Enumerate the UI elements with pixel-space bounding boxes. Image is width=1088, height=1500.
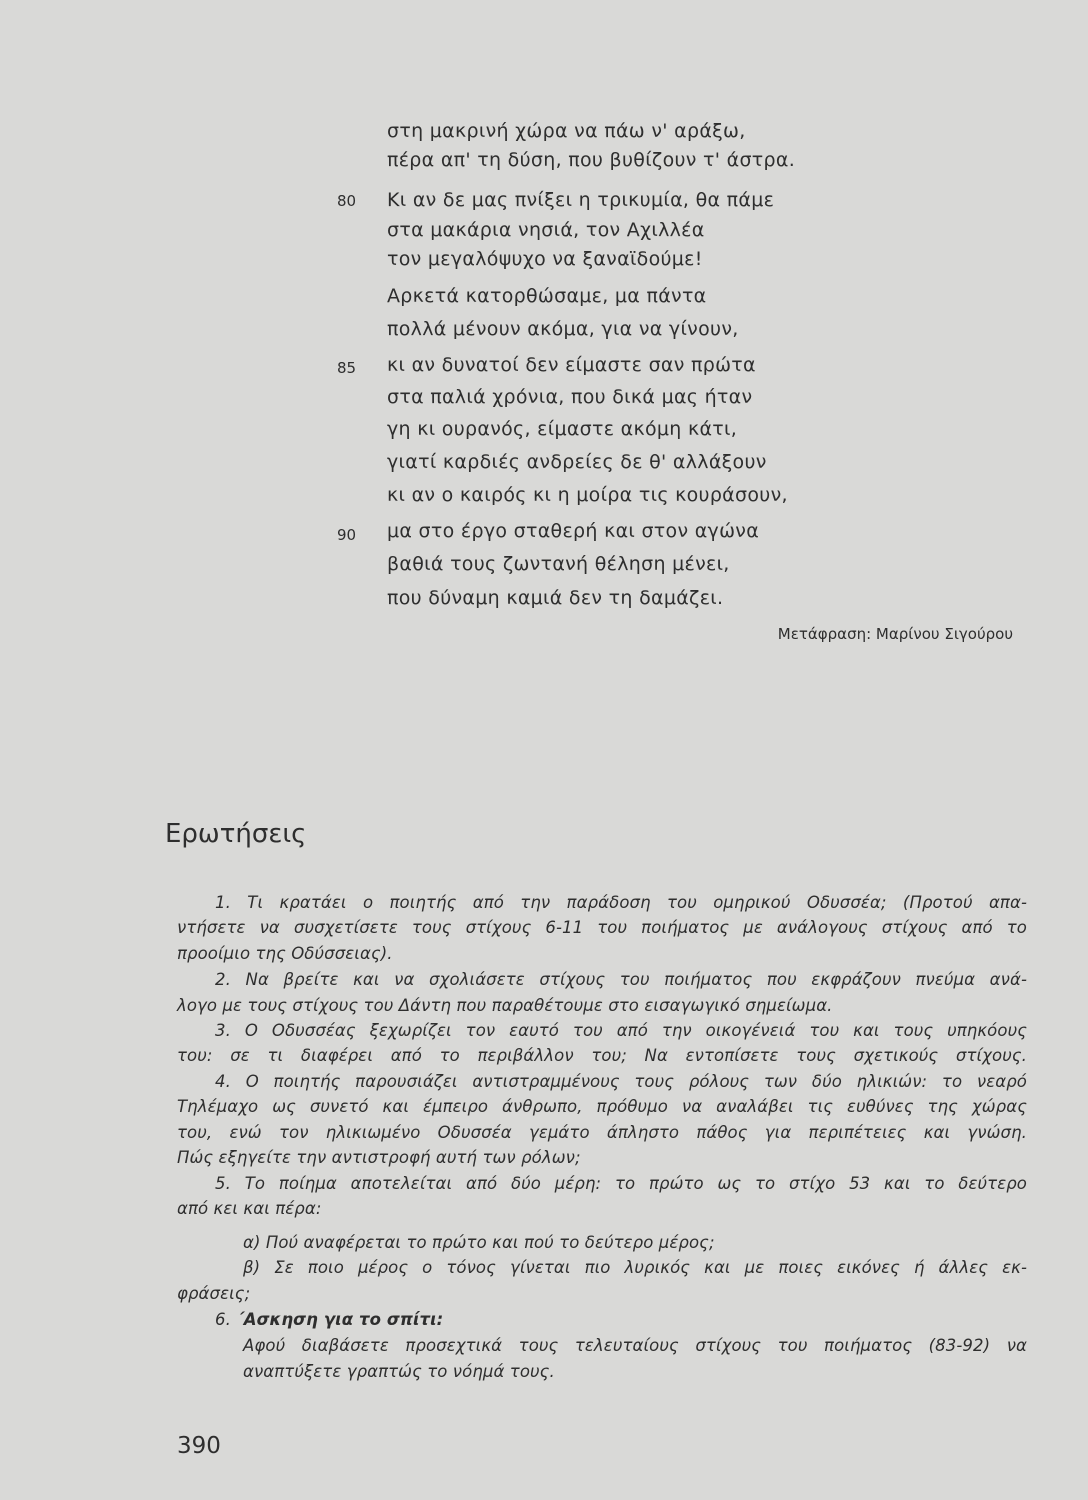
poem-line: στη μακρινή χώρα να πάω ν' αράξω, — [387, 120, 746, 142]
poem-line: που δύναμη καμιά δεν τη δαμάζει. — [387, 587, 724, 609]
question-line: 5. Το ποίημα αποτελείται από δύο μέρη: το πρώτο ως το στίχο 53 και το δεύτερο — [215, 1174, 1027, 1193]
poem-line: Κι αν δε μας πνίξει η τρικυμία, θα πάμε — [387, 189, 775, 211]
question-line: 1. Τι κρατάει ο ποιητής από την παράδοση του ομηρικού Οδυσσέα; (Προτού απα- — [215, 893, 1027, 912]
question-line: Αφού διαβάσετε προσεχτικά τους τελευταίους στίχους του ποιήματος (83-92) να — [243, 1336, 1027, 1355]
line-number: 85 — [337, 359, 357, 377]
poem-line: γιατί καρδιές ανδρείες δε θ' αλλάξουν — [387, 451, 767, 473]
question-line: 3. Ο Οδυσσέας ξεχωρίζει τον εαυτό του από την οικογένειά του και τους υπηκόους — [215, 1021, 1027, 1040]
poem-line: στα μακάρια νησιά, τον Αχιλλέα — [387, 219, 705, 241]
line-number: 80 — [337, 192, 357, 210]
poem-line: Αρκετά κατορθώσαμε, μα πάντα — [387, 285, 707, 307]
line-number: 90 — [337, 526, 357, 544]
poem-line: κι αν δυνατοί δεν είμαστε σαν πρώτα — [387, 354, 756, 376]
question-number: 6. — [215, 1310, 231, 1329]
translator-credit: Μετάφραση: Μαρίνου Σιγούρου — [777, 625, 1013, 643]
poem-line: τον μεγαλόψυχο να ξαναϊδούμε! — [387, 248, 703, 270]
poem-line: στα παλιά χρόνια, που δικά μας ήταν — [387, 386, 753, 408]
question-line: ντήσετε να συσχετίσετε τους στίχους 6-11 του ποιήματος με ανάλογους στίχους από το — [177, 918, 1027, 937]
question-line: φράσεις; — [177, 1284, 251, 1303]
question-line: προοίμιο της Οδύσσειας). — [177, 944, 393, 963]
poem-line: μα στο έργο σταθερή και στον αγώνα — [387, 520, 760, 542]
poem-line: πέρα απ' τη δύση, που βυθίζουν τ' άστρα. — [387, 149, 796, 171]
question-line: του: σε τι διαφέρει από το περιβάλλον του; Να εντοπίσετε τους σχετικούς στίχους. — [177, 1046, 1027, 1065]
question-line: του, ενώ τον ηλικιωμένο Οδυσσέα γεμάτο άπληστο πάθος για περιπέτειες και γνώση. — [177, 1123, 1027, 1142]
page-number: 390 — [177, 1433, 221, 1459]
poem-line: βαθιά τους ζωντανή θέληση μένει, — [387, 553, 730, 575]
poem-line: γη κι ουρανός, είμαστε ακόμη κάτι, — [387, 418, 738, 440]
question-line: α) Πού αναφέρεται το πρώτο και πού το δεύτερο μέρος; — [243, 1233, 715, 1252]
question-line: 2. Να βρείτε και να σχολιάσετε στίχους του ποιήματος που εκφράζουν πνεύμα ανά- — [215, 970, 1027, 989]
question-line: αναπτύξετε γραπτώς το νόημά τους. — [243, 1362, 555, 1381]
question-line: β) Σε ποιο μέρος ο τόνος γίνεται πιο λυρικός και με ποιες εικόνες ή άλλες εκ- — [243, 1258, 1027, 1277]
question-line: Τηλέμαχο ως συνετό και έμπειρο άνθρωπο, πρόθυμο να αναλάβει τις ευθύνες της χώρας — [177, 1097, 1027, 1116]
poem-line: πολλά μένουν ακόμα, για να γίνουν, — [387, 318, 739, 340]
question-line: λογο με τους στίχους του Δάντη που παραθέτουμε στο εισαγωγικό σημείωμα. — [177, 996, 833, 1015]
question-line — [215, 1312, 443, 1329]
question-line: από κει και πέρα: — [177, 1199, 322, 1218]
poem-line: κι αν ο καιρός κι η μοίρα τις κουράσουν, — [387, 484, 788, 506]
homework-label: ΄Ασκηση για το σπίτι: — [236, 1310, 444, 1329]
question-line: 4. Ο ποιητής παρουσιάζει αντιστραμμένους τους ρόλους των δύο ηλικιών: το νεαρό — [215, 1072, 1027, 1091]
question-line: Πώς εξηγείτε την αντιστροφή αυτή των ρόλων; — [177, 1148, 581, 1167]
questions-heading: Ερωτήσεις — [165, 819, 307, 849]
